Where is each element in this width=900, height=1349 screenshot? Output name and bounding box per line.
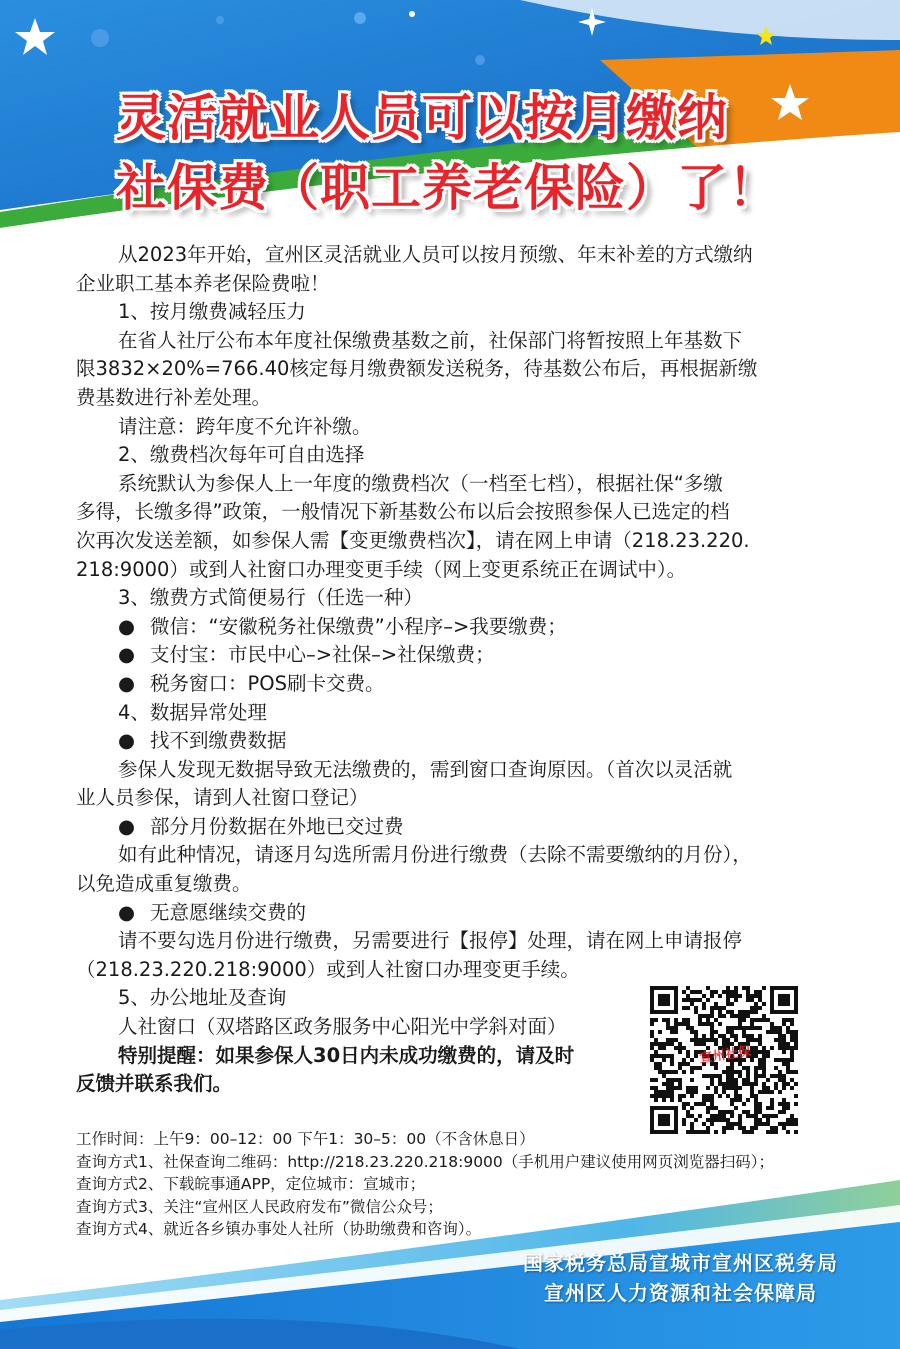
org-tax-bureau: 国家税务总局宣城市宣州区税务局 <box>523 1251 838 1275</box>
query-method-2: 查询方式2、下载皖事通APP，定位城市：宣城市； <box>76 1175 426 1193</box>
bullet-icon: ● <box>118 643 136 667</box>
list-item: ● 支付宝：市民中心–>社保–>社保缴费； <box>76 641 828 670</box>
qr-stamp: 宣州社保 <box>698 1044 753 1067</box>
section-4-text: 如有此种情况，请逐月勾选所需月份进行缴费（去除不需要缴纳的月份）， <box>118 843 752 867</box>
section-5-text: 人社窗口（双塔路区政务服务中心阳光中学斜对面） <box>118 1015 567 1039</box>
bullet-icon: ● <box>118 900 136 924</box>
section-1-text: 限3832×20%=766.40核定每月缴费额发送税务，待基数公布后，再根据新缴 <box>76 357 758 381</box>
list-item: ● 部分月份数据在外地已交过费 <box>76 813 828 842</box>
list-item: ● 找不到缴费数据 <box>76 727 828 756</box>
list-item: ● 税务窗口：POS刷卡交费。 <box>76 670 828 699</box>
section-2-text: 218:9000）或到人社窗口办理变更手续（网上变更系统正在调试中）。 <box>76 557 687 581</box>
section-1-text: 在省人社厅公布本年度社保缴费基数之前，社保部门将暂按照上年基数下 <box>118 328 743 352</box>
bullet-icon: ● <box>118 614 136 638</box>
section-4-text: 业人员参保，请到人社窗口登记） <box>76 786 369 810</box>
bullet-icon: ● <box>118 671 136 695</box>
issuing-organizations <box>523 1248 838 1308</box>
section-5-heading: 5、办公地址及查询 <box>118 986 287 1010</box>
section-2-text: 次再次发送差额，如参保人需【变更缴费档次】，请在网上申请（218.23.220. <box>76 528 750 552</box>
section-4-heading: 4、数据异常处理 <box>118 700 267 724</box>
notice-body <box>76 241 828 1099</box>
bullet-icon: ● <box>118 814 136 838</box>
section-2-text: 系统默认为参保人上一年度的缴费档次（一档至七档），根据社保“多缴 <box>118 471 723 495</box>
section-1-text: 费基数进行补差处理。 <box>76 385 272 409</box>
title-line-1: 灵活就业人员可以按月缴纳 <box>116 89 728 147</box>
contact-info <box>76 1128 856 1241</box>
title-line-2: 社保费（职工养老保险）了！ <box>116 159 779 217</box>
query-method-4: 查询方式4、就近各乡镇办事处人社所（协助缴费和咨询）。 <box>76 1220 482 1238</box>
special-reminder: 特别提醒：如果参保人30日内未成功缴费的，请及时 反馈并联系我们。 <box>76 1043 575 1096</box>
list-item: ● 无意愿继续交费的 <box>76 899 828 928</box>
query-method-1: 查询方式1、社保查询二维码：http://218.23.220.218:9000（手机用户建议使用网页浏览器扫码）； <box>76 1152 775 1171</box>
section-2-text: 多得，长缴多得”政策，一般情况下新基数公布以后会按照参保人已选定的档 <box>76 500 730 524</box>
intro-text: 从2023年开始，宣州区灵活就业人员可以按月预缴、年末补差的方式缴纳 <box>118 243 753 266</box>
section-4-text: （218.23.220.218:9000）或到人社窗口办理变更手续。 <box>76 957 580 981</box>
org-hr-bureau: 宣州区人力资源和社会保障局 <box>544 1281 817 1305</box>
section-3-heading: 3、缴费方式简便易行（任选一种） <box>118 586 423 610</box>
bullet-icon: ● <box>118 729 136 753</box>
intro-text: 企业职工基本养老保险费啦！ <box>76 271 330 295</box>
section-4-text: 参保人发现无数据导致无法缴费的，需到窗口查询原因。（首次以灵活就 <box>118 757 733 781</box>
work-hours: 工作时间：上午9：00–12：00 下午1：30–5：00（不含休息日） <box>76 1130 535 1148</box>
section-1-note: 请注意：跨年度不允许补缴。 <box>118 414 372 438</box>
section-4-text: 请不要勾选月份进行缴费，另需要进行【报停】处理，请在网上申请报停 <box>118 929 743 953</box>
section-1-heading: 1、按月缴费减轻压力 <box>118 300 306 324</box>
query-method-3: 查询方式3、关注“宣州区人民政府发布”微信公众号； <box>76 1197 443 1216</box>
section-4-text: 以免造成重复缴费。 <box>76 872 252 896</box>
list-item: ● 微信：“安徽税务社保缴费”小程序–>我要缴费； <box>76 613 828 642</box>
section-2-heading: 2、缴费档次每年可自由选择 <box>118 443 365 467</box>
